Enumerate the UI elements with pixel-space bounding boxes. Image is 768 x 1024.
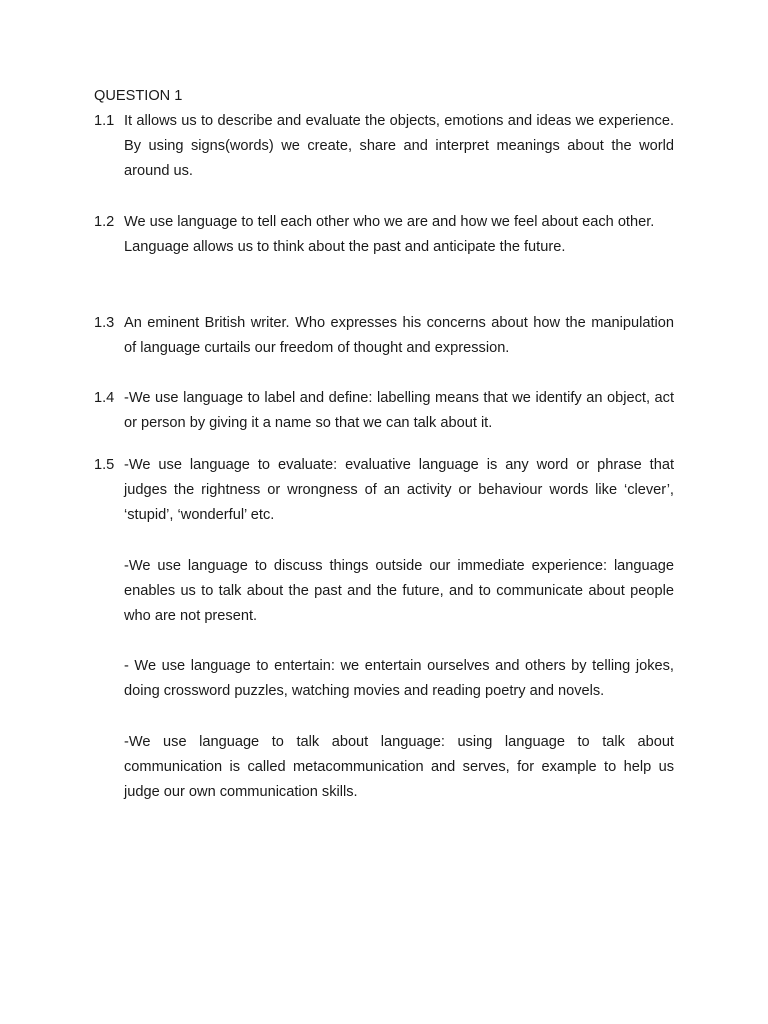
answer-paragraph: It allows us to describe and evaluate the objects, emotions and ideas we experience. By using signs(words) we create, share and interpret meanings about the world around us. <box>124 113 674 180</box>
answer-1-2 <box>94 210 674 260</box>
answer-body <box>124 311 674 361</box>
answer-paragraph: -We use language to evaluate: evaluative language is any word or phrase that judges the rightness or wrongness of an activity or behaviour words like ‘clever’, ‘stupid’, ‘wonderful’ etc. <box>124 457 674 524</box>
answer-1-1 <box>94 109 674 185</box>
answer-paragraph: Language allows us to think about the past and anticipate the future. <box>124 239 566 256</box>
answer-paragraph: - We use language to entertain: we entertain ourselves and others by telling jokes, doing crossword puzzles, watching movies and reading poetry and novels. <box>124 658 674 700</box>
answer-number: 1.1 <box>94 113 115 129</box>
answer-1-3 <box>94 311 674 361</box>
answer-number: 1.5 <box>94 457 115 473</box>
answer-body <box>124 109 674 185</box>
answer-number: 1.4 <box>94 390 115 406</box>
answer-paragraph: -We use language to talk about language: using language to talk about communication is called metacommunication and serves, for example to help us judge our own communication skills. <box>124 733 674 801</box>
answer-body <box>124 210 674 260</box>
answer-paragraph: -We use language to discuss things outside our immediate experience: language enables us to talk about the past and the future, and to communicate about people who are not present. <box>124 557 674 625</box>
answer-1-4 <box>94 386 674 436</box>
answer-number: 1.3 <box>94 315 115 331</box>
answer-paragraph: An eminent British writer. Who expresses his concerns about how the manipulation of language curtails our freedom of thought and expression. <box>124 315 674 357</box>
answer-paragraph: We use language to tell each other who we are and how we feel about each other. <box>124 214 655 230</box>
answer-number: 1.2 <box>94 214 115 230</box>
question-title: QUESTION 1 <box>94 88 183 104</box>
answer-body <box>124 386 674 436</box>
answer-1-5 <box>94 453 674 805</box>
answer-paragraph: -We use language to label and define: labelling means that we identify an object, act or person by giving it a name so that we can talk about it. <box>124 390 674 432</box>
answer-body <box>124 453 674 805</box>
